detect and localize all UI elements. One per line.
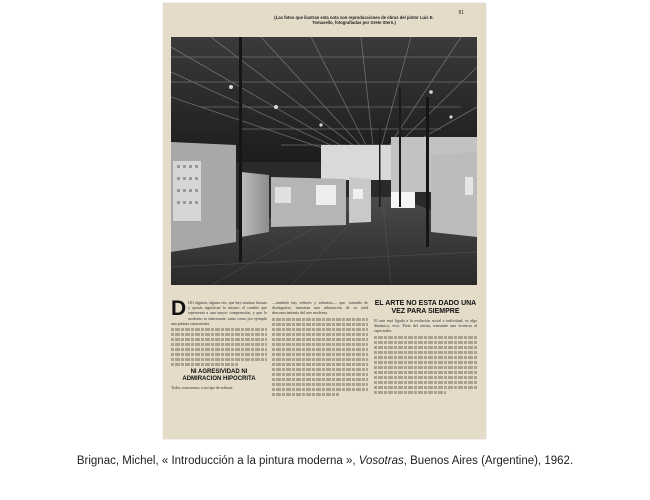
column-1-heading: NI AGRESIVIDAD NI ADMIRACION HIPOCRITA: [182, 369, 256, 382]
text-lines: [374, 336, 477, 394]
text-lines: [171, 328, 267, 366]
text-lines: [272, 318, 368, 396]
page-number: 81: [458, 10, 464, 16]
column-3-heading: EL ARTE NO ESTA DADO UNA VEZ PARA SIEMPRE: [374, 300, 477, 315]
column-1-tail: Todos conocemos a un tipo de señoras: [171, 385, 233, 391]
citation: [0, 455, 650, 467]
citation-prefix: Brignac, Michel, « Introducción a la pintura moderna »,: [76, 455, 359, 467]
article-column-1: [171, 297, 267, 391]
citation-suffix: , Buenos Aires (Argentine), 1962.: [403, 455, 574, 467]
column-3-text: El arte está ligado a la evolución social e individual, es algo dinámico, vivo. Parte del artista, transmite una vivencia al espectador.: [374, 318, 477, 334]
article-column-3: [374, 300, 477, 396]
column-1-text: IJO alguien, alguna vez, que hay muchas formas y quizás significan lo mismo: el cambio que representa a una mayor comprensión, y que lo moderno es interesante, tanto como por ejemplo una pintura renacentista.: [171, 300, 267, 326]
citation-journal: Vosotras: [358, 455, 404, 467]
drop-cap: D: [171, 297, 187, 320]
photo-caption: (Las fotos que ilustran esta nota son reproducciones de obras del pintor Luis E. Tomasello, fotografiadas por Grete Stern.): [274, 15, 434, 25]
exhibition-photo: [171, 37, 477, 285]
column-2-text: —también hay señores y señoritas— que, tratando de distinguirse, muestran una admiración de su total desconocimiento del arte moderno.: [272, 300, 368, 316]
article-body: [171, 297, 477, 430]
article-column-2: [272, 300, 368, 398]
gallery-interior-image: [171, 37, 477, 285]
magazine-page: [163, 3, 486, 439]
